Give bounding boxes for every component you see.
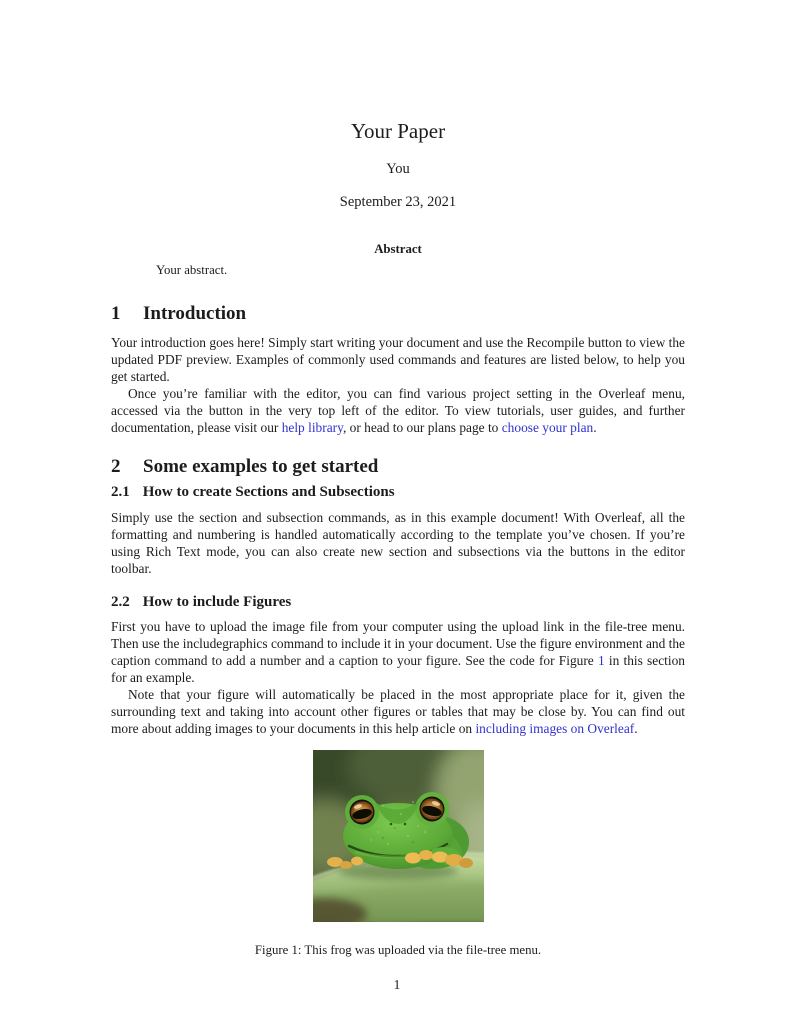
help-library-link[interactable]: help library <box>281 419 343 435</box>
abstract-text: Your abstract. <box>156 263 228 278</box>
choose-your-plan-link[interactable]: choose your plan <box>501 419 594 435</box>
figures-paragraph-2 <box>111 686 685 737</box>
subsection-2-2-title: How to include Figures <box>142 594 292 611</box>
section-1-number: 1 <box>111 302 121 324</box>
subsection-2-1-heading <box>111 483 685 501</box>
frog-photo <box>313 750 484 922</box>
section-1-title: Introduction <box>143 302 247 324</box>
intro-paragraph-2 <box>111 385 685 436</box>
subsection-2-1-paragraph: Simply use the section and subsection commands, as in this example document! With Overleaf, all the formatting and numbering is handled automatically according to the template you’ve chosen. If you’re using Rich Text mode, you can also create new section and subsections via the buttons in the editor toolbar. <box>111 510 685 577</box>
frog-photo-illustration <box>313 750 484 922</box>
section-2-title: Some examples to get started <box>143 455 379 477</box>
section-2-number: 2 <box>111 455 121 477</box>
figures-p2-text: Note that your figure will automatically be placed in the most appropriate place for it, given the surrounding text and taking into account other figures or tables that may be close by. You can find out more about adding images to your documents in this help article on <box>111 687 685 737</box>
abstract-heading: Abstract <box>374 241 422 256</box>
section-1-heading <box>111 303 685 325</box>
figures-paragraph-1 <box>111 618 685 686</box>
subsection-2-2-number: 2.2 <box>111 594 130 611</box>
figures-p1-text: First you have to upload the image file from your computer using the upload link in the file-tree menu. Then use the includegraphics command to include it in your document. Use the figure environment and the caption command to add a number and a caption to your figure. See the code for Figure <box>111 619 685 669</box>
figure-caption: Figure 1: This frog was uploaded via the file-tree menu. <box>254 943 542 958</box>
text-block <box>111 0 685 958</box>
paper-author: You <box>386 161 410 178</box>
page-number: 1 <box>393 977 401 992</box>
figures-p2-text: . <box>634 721 638 737</box>
intro-paragraph-1: Your introduction goes here! Simply start writing your document and use the Recompile button to view the updated PDF preview. Examples of commonly used commands and features are listed below, to help you get started. <box>111 334 685 384</box>
figure-1-ref-link[interactable]: 1 <box>597 653 605 669</box>
intro-p2-text: Once you’re familiar with the editor, you can find various project setting in the Overleaf menu, accessed via the button in the very top left of the editor. To view tutorials, user guides, and further documentation, please visit our <box>111 385 685 435</box>
figures-p1-text: in this section for an example. <box>111 653 685 686</box>
intro-p2-text: , or head to our plans page to <box>342 419 502 435</box>
intro-p2-text: . <box>593 419 597 435</box>
paper-date: September 23, 2021 <box>339 193 457 210</box>
subsection-2-1-title: How to create Sections and Subsections <box>142 484 395 501</box>
subsection-2-1-number: 2.1 <box>111 484 130 501</box>
subsection-2-2-heading <box>111 593 685 611</box>
section-2-heading <box>111 456 685 478</box>
figure-1 <box>111 750 685 958</box>
paper-title: Your Paper <box>350 119 446 143</box>
including-images-link[interactable]: including images on Overleaf <box>475 721 635 737</box>
